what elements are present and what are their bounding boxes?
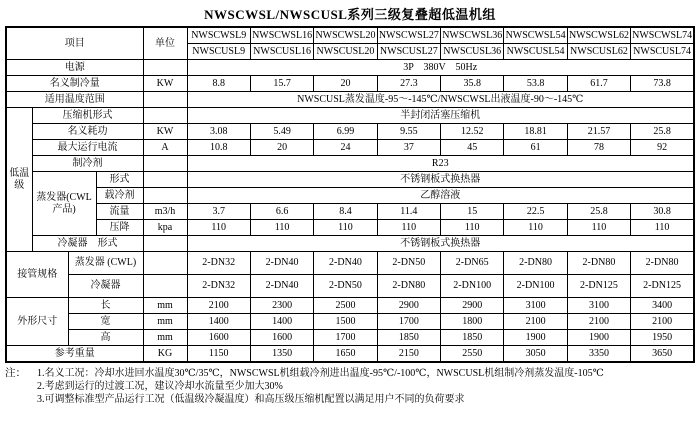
- value-cell: 110: [377, 220, 440, 236]
- value-cell: 27.3: [377, 76, 440, 92]
- value-cell: 2300: [250, 298, 313, 314]
- value-cell: 2-DN125: [631, 275, 694, 298]
- value-cell: NWSCWSL74: [631, 27, 694, 44]
- unit-cell: [143, 108, 187, 124]
- value-cell: 2150: [377, 346, 440, 363]
- row-label: 高: [68, 330, 143, 346]
- value-cell: 11.4: [377, 204, 440, 220]
- value-cell: NWSCUSL9: [187, 44, 250, 60]
- row-weight: [6, 346, 694, 363]
- value-cell: 2-DN32: [187, 275, 250, 298]
- value-cell: NWSCUSL54: [504, 44, 567, 60]
- value-cell: 1400: [187, 314, 250, 330]
- footnote-3: 3.可调整标准型产品运行工况（低温级冷凝温度）和高压级压缩机配置以满足用户不同的负荷要求: [37, 394, 465, 406]
- row-capacity: [6, 76, 694, 92]
- unit-cell: [143, 156, 187, 172]
- value-cell: 110: [187, 220, 250, 236]
- row-label: 蒸发器 (CWL): [68, 252, 143, 275]
- value-cell: NWSCWSL27: [377, 27, 440, 44]
- row-width: [6, 314, 694, 330]
- value-cell: 2-DN40: [250, 252, 313, 275]
- value-cell: 6.99: [314, 124, 377, 140]
- value-cell: 1650: [314, 346, 377, 363]
- row-label: 形式: [96, 172, 143, 188]
- value-cell: 3050: [504, 346, 567, 363]
- value-cell: NWSCUSL27: [377, 44, 440, 60]
- value-cell: 2-DN100: [441, 275, 504, 298]
- value-cell: 3650: [631, 346, 694, 363]
- value-cell: 2-DN40: [250, 275, 313, 298]
- row-power-supply: [6, 60, 694, 76]
- unit-cell: [143, 275, 187, 298]
- value-cell: 1700: [377, 314, 440, 330]
- value-cell: 15: [441, 204, 504, 220]
- value-cell: 53.8: [504, 76, 567, 92]
- header-unit-cell: 单位: [143, 27, 187, 60]
- value-cell: 1600: [250, 330, 313, 346]
- value-cell: 110: [567, 220, 630, 236]
- unit-cell: kpa: [143, 220, 187, 236]
- value-cell: NWSCUSL16: [250, 44, 313, 60]
- header-item-cell: 项目: [6, 27, 143, 60]
- unit-cell: A: [143, 140, 187, 156]
- footnote-2: 2.考虑到运行的过渡工况，建议冷却水流量至少加大30%: [37, 381, 283, 393]
- value-cell: NWSCWSL36: [441, 27, 504, 44]
- row-coolant: [6, 188, 694, 204]
- value-cell: 2100: [504, 314, 567, 330]
- value-cell: NWSCWSL54: [504, 27, 567, 44]
- group-label-dimensions: 外形尺寸: [6, 298, 68, 346]
- value-cell: 2900: [377, 298, 440, 314]
- value-cell: 2-DN80: [377, 275, 440, 298]
- value-cell: 8.8: [187, 76, 250, 92]
- value-cell: NWSCWSL9: [187, 27, 250, 44]
- row-label: 适用温度范围: [6, 92, 143, 108]
- value-cell: 1150: [187, 346, 250, 363]
- unit-cell: KW: [143, 124, 187, 140]
- value-cell: 5.49: [250, 124, 313, 140]
- value-cell: 9.55: [377, 124, 440, 140]
- value-cell: NWSCWSL20: [314, 27, 377, 44]
- value-cell: 2900: [441, 298, 504, 314]
- merged-value-cell: 不锈钢板式换热器: [187, 236, 694, 252]
- footnote-1: 1.名义工况：冷却水进回水温度30℃/35℃，NWSCWSL机组载冷剂进出温度-95℃/-100℃，NWSCUSL机组制冷剂蒸发温度-105℃: [37, 368, 604, 379]
- value-cell: NWSCWSL16: [250, 27, 313, 44]
- value-cell: 1400: [250, 314, 313, 330]
- merged-value-cell: NWSCUSL蒸发温度-95～-145℃/NWSCWSL出液温度-90～-145℃: [187, 92, 694, 108]
- row-label: 流量: [96, 204, 143, 220]
- unit-cell: [143, 252, 187, 275]
- value-cell: 110: [631, 220, 694, 236]
- value-cell: 78: [567, 140, 630, 156]
- row-label: 电源: [6, 60, 143, 76]
- row-condenser-type: [6, 236, 694, 252]
- value-cell: 1800: [441, 314, 504, 330]
- unit-cell: [143, 92, 187, 108]
- row-pipe-evaporator: [6, 252, 694, 275]
- value-cell: 110: [441, 220, 504, 236]
- footnotes: [5, 367, 700, 407]
- merged-value-cell: 不锈钢板式换热器: [187, 172, 694, 188]
- merged-value-cell: R23: [187, 156, 694, 172]
- value-cell: 1500: [314, 314, 377, 330]
- unit-cell: KW: [143, 76, 187, 92]
- row-compressor-type: [6, 108, 694, 124]
- unit-cell: mm: [143, 314, 187, 330]
- row-label: 长: [68, 298, 143, 314]
- value-cell: 3100: [567, 298, 630, 314]
- value-cell: 2-DN65: [441, 252, 504, 275]
- value-cell: 3350: [567, 346, 630, 363]
- value-cell: NWSCUSL36: [441, 44, 504, 60]
- value-cell: NWSCWSL62: [567, 27, 630, 44]
- value-cell: 110: [314, 220, 377, 236]
- value-cell: 2-DN40: [314, 252, 377, 275]
- value-cell: 2-DN100: [504, 275, 567, 298]
- row-refrigerant: [6, 156, 694, 172]
- value-cell: 21.57: [567, 124, 630, 140]
- value-cell: 12.52: [441, 124, 504, 140]
- value-cell: 61.7: [567, 76, 630, 92]
- value-cell: 3100: [504, 298, 567, 314]
- value-cell: 2-DN125: [567, 275, 630, 298]
- row-pipe-condenser: [6, 275, 694, 298]
- value-cell: 110: [250, 220, 313, 236]
- value-cell: 2100: [567, 314, 630, 330]
- row-height: [6, 330, 694, 346]
- value-cell: NWSCUSL74: [631, 44, 694, 60]
- value-cell: 2-DN32: [187, 252, 250, 275]
- value-cell: 2100: [631, 314, 694, 330]
- row-label: 压缩机形式: [32, 108, 143, 124]
- unit-cell: [143, 188, 187, 204]
- merged-value-cell: 乙醇溶液: [187, 188, 694, 204]
- page-title: NWSCWSL/NWSCUSL系列三级复叠超低温机组: [204, 7, 496, 22]
- value-cell: 3400: [631, 298, 694, 314]
- value-cell: 110: [504, 220, 567, 236]
- row-pressure-drop: [6, 220, 694, 236]
- value-cell: 73.8: [631, 76, 694, 92]
- value-cell: 20: [314, 76, 377, 92]
- value-cell: 37: [377, 140, 440, 156]
- value-cell: 1950: [631, 330, 694, 346]
- value-cell: 45: [441, 140, 504, 156]
- value-cell: 15.7: [250, 76, 313, 92]
- row-flow: [6, 204, 694, 220]
- row-label: 冷凝器: [68, 275, 143, 298]
- value-cell: 30.8: [631, 204, 694, 220]
- row-length: [6, 298, 694, 314]
- merged-value-cell: 3P 380V 50Hz: [187, 60, 694, 76]
- group-label-evaporator: 蒸发器(CWL产品): [32, 172, 96, 236]
- value-cell: 2-DN50: [314, 275, 377, 298]
- value-cell: 2-DN80: [567, 252, 630, 275]
- value-cell: 1850: [377, 330, 440, 346]
- unit-cell: m3/h: [143, 204, 187, 220]
- spec-table: [5, 26, 695, 363]
- value-cell: 1900: [504, 330, 567, 346]
- header-row-1: [6, 27, 694, 44]
- value-cell: 2-DN50: [377, 252, 440, 275]
- value-cell: 8.4: [314, 204, 377, 220]
- unit-cell: [143, 60, 187, 76]
- row-label: 最大运行电流: [32, 140, 143, 156]
- value-cell: 1900: [567, 330, 630, 346]
- unit-cell: mm: [143, 330, 187, 346]
- value-cell: 3.08: [187, 124, 250, 140]
- value-cell: 1850: [441, 330, 504, 346]
- unit-cell: [143, 172, 187, 188]
- unit-cell: [143, 236, 187, 252]
- value-cell: 2500: [314, 298, 377, 314]
- unit-cell: KG: [143, 346, 187, 363]
- row-temp-range: [6, 92, 694, 108]
- row-max-current: [6, 140, 694, 156]
- value-cell: 18.81: [504, 124, 567, 140]
- row-power-input: [6, 124, 694, 140]
- value-cell: 2550: [441, 346, 504, 363]
- row-evap-type: [6, 172, 694, 188]
- value-cell: 20: [250, 140, 313, 156]
- value-cell: 10.8: [187, 140, 250, 156]
- value-cell: 1350: [250, 346, 313, 363]
- footnotes-label: 注：: [5, 368, 26, 379]
- value-cell: 1600: [187, 330, 250, 346]
- value-cell: 61: [504, 140, 567, 156]
- value-cell: 2-DN80: [504, 252, 567, 275]
- value-cell: 25.8: [631, 124, 694, 140]
- value-cell: 6.6: [250, 204, 313, 220]
- value-cell: 3.7: [187, 204, 250, 220]
- group-label-pipe-spec: 接管规格: [6, 252, 68, 298]
- row-label: 参考重量: [6, 346, 143, 363]
- row-label: 名义耗功: [32, 124, 143, 140]
- row-label: 名义制冷量: [6, 76, 143, 92]
- value-cell: NWSCUSL62: [567, 44, 630, 60]
- row-label: 宽: [68, 314, 143, 330]
- row-label: 压降: [96, 220, 143, 236]
- value-cell: 22.5: [504, 204, 567, 220]
- row-label: 制冷剂: [32, 156, 143, 172]
- value-cell: 24: [314, 140, 377, 156]
- value-cell: 25.8: [567, 204, 630, 220]
- unit-cell: mm: [143, 298, 187, 314]
- value-cell: 2-DN80: [631, 252, 694, 275]
- value-cell: 1700: [314, 330, 377, 346]
- value-cell: 35.8: [441, 76, 504, 92]
- merged-value-cell: 半封闭活塞压缩机: [187, 108, 694, 124]
- value-cell: 92: [631, 140, 694, 156]
- value-cell: NWSCUSL20: [314, 44, 377, 60]
- footnote-lines: [37, 367, 604, 407]
- row-label: 载冷剂: [96, 188, 143, 204]
- value-cell: 2100: [187, 298, 250, 314]
- row-label: 冷凝器 形式: [32, 236, 143, 252]
- group-label-low-temp-stage: 低温级: [6, 108, 32, 252]
